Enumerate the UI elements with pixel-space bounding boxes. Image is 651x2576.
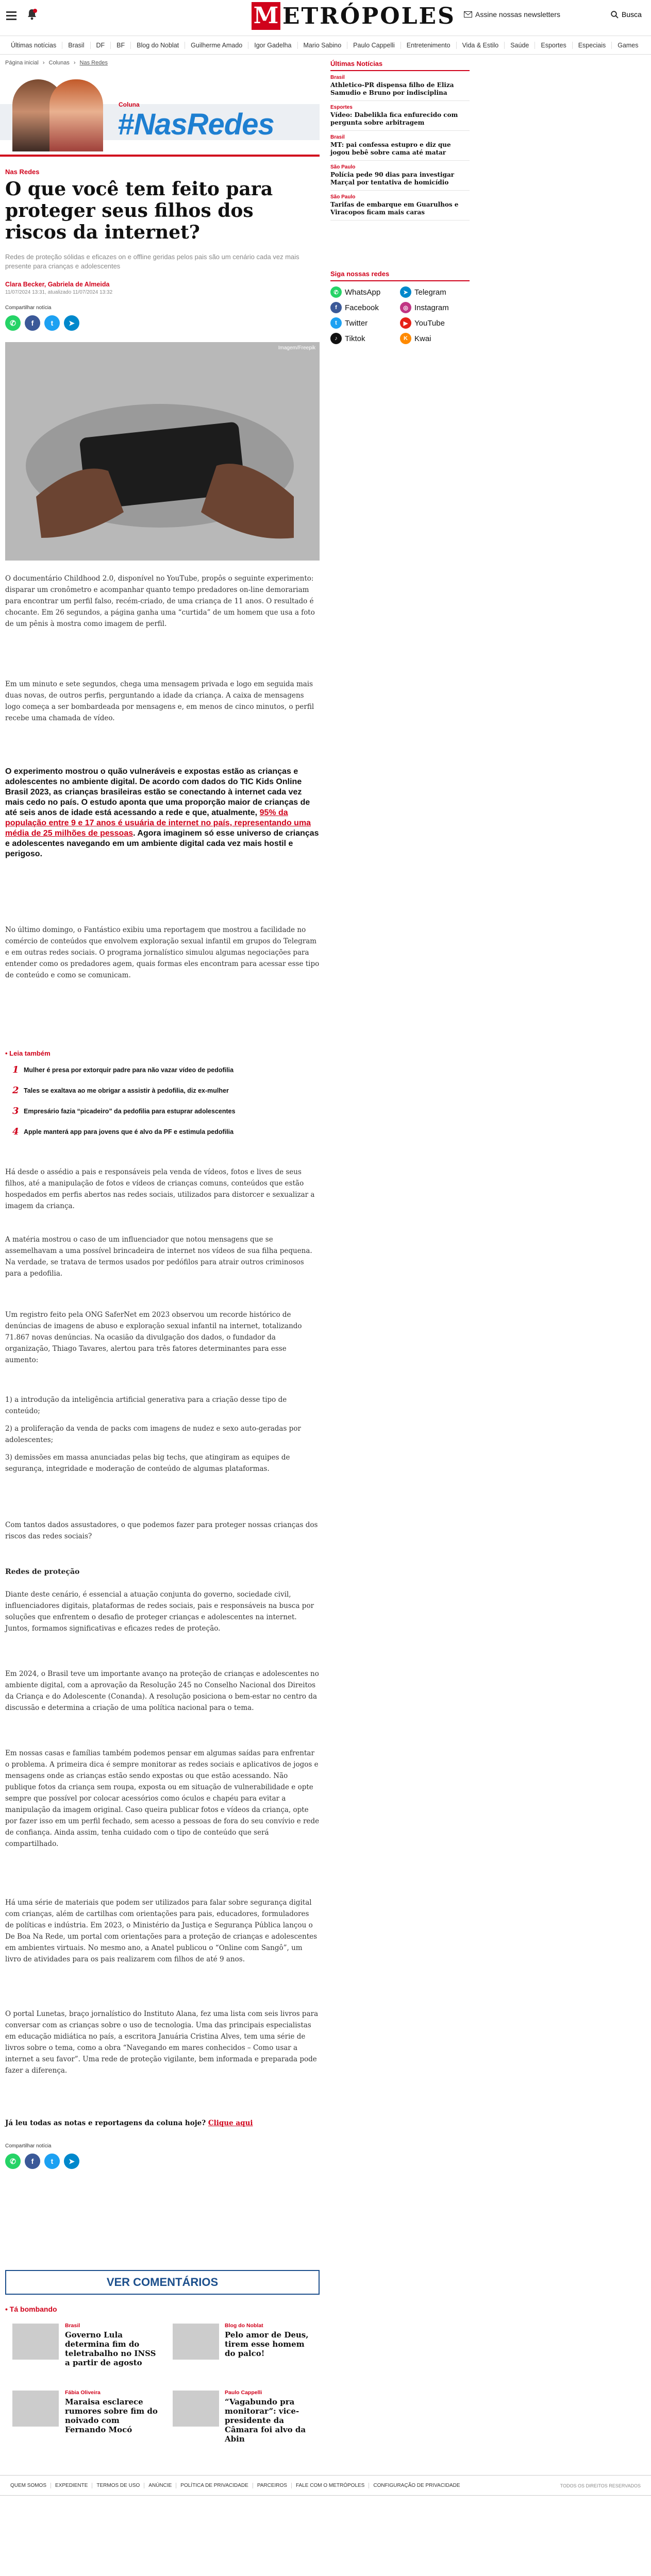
photo-credit: Imagem/Freepik <box>278 345 315 351</box>
kwai-icon: K <box>400 333 411 344</box>
trending-thumbnail[interactable] <box>173 2324 219 2360</box>
nav-item-mario-sabino[interactable]: Mario Sabino <box>298 42 348 49</box>
facebook-icon: f <box>330 302 342 313</box>
related-number: 1 <box>12 1064 19 1075</box>
nav-item-igor-gadelha[interactable]: Igor Gadelha <box>248 42 297 49</box>
article-category[interactable]: Nas Redes <box>5 168 40 176</box>
related-item[interactable] <box>12 1106 322 1116</box>
logo-text: ETRÓPOLES <box>282 3 456 29</box>
article-subheading: Redes de proteção <box>5 1568 80 1576</box>
footer-link[interactable]: EXPEDIENTE <box>51 2483 92 2488</box>
article-paragraph: O documentário Childhood 2.0, disponível no YouTube, propôs o seguinte experimento: disparar um cronômetro e acompanhar quanto tempo predadores on-line demorariam para encontrar um perfil falso, recém-criado, de uma criança de 11 anos. O resultado é chocante. Em 26 segundos, a página ganha uma “curtida” de um homem que usa a foto de um pênis à mostra como imagem de perfil. <box>5 574 315 628</box>
trending-headline: Maraisa esclarece rumores sobre fim do noivado com Fernando Mocó <box>65 2397 158 2434</box>
latest-news-headline: Vídeo: Dabelikla fica enfurecido com pergunta sobre arbitragem <box>330 111 458 126</box>
nav-item-ultimas[interactable]: Últimas notícias <box>5 42 62 49</box>
article-paragraph: Em um minuto e sete segundos, chega uma mensagem privada e logo em seguida mais duas novas, de outros perfis, perguntando a idade da criança. A caixa de mensagens logo começa a ser bombardeada por mensagens e, em menos de cinco minutos, o perfil recebe uma chamada de vídeo. <box>5 680 314 722</box>
latest-news-category: Brasil <box>330 134 345 140</box>
social-label: Facebook <box>345 303 379 312</box>
telegram-share-icon[interactable]: ➤ <box>64 2154 79 2169</box>
social-link-facebook[interactable] <box>330 302 400 313</box>
view-comments-button[interactable]: VER COMENTÁRIOS <box>5 2270 320 2295</box>
share-row-bottom <box>5 2154 79 2169</box>
social-link-youtube[interactable] <box>400 317 470 329</box>
trending-headline: Pelo amor de Deus, tirem esse homem do palco! <box>225 2330 309 2358</box>
social-link-whatsapp[interactable] <box>330 286 400 298</box>
nav-item-saude[interactable]: Saúde <box>505 42 535 49</box>
site-logo[interactable] <box>252 2 456 30</box>
latest-news-category: Brasil <box>330 75 345 80</box>
footer-links <box>0 2475 651 2496</box>
latest-news-item[interactable] <box>330 131 470 161</box>
trending-item[interactable] <box>225 2323 318 2358</box>
social-link-kwai[interactable] <box>400 333 470 344</box>
footer-link[interactable]: ANÚNCIE <box>144 2483 176 2488</box>
article-paragraph: A matéria mostrou o caso de um influenciador que notou mensagens que se assemelhavam a uma possível brincadeira de internet nos vídeos de sua filha pequena. Na verdade, se tratava de termos usados por pedófilos para atrair outros criminosos para a pedofilia. <box>5 1235 312 1278</box>
nav-item-entretenimento[interactable]: Entretenimento <box>401 42 457 49</box>
newsletter-button[interactable] <box>464 10 560 19</box>
instagram-icon: ◎ <box>400 302 411 313</box>
nav-item-paulo-cappelli[interactable]: Paulo Cappelli <box>347 42 401 49</box>
top-bar <box>0 0 651 36</box>
related-headline: Empresário fazia “picadeiro” da pedofilia para estuprar adolescentes <box>24 1107 236 1115</box>
breadcrumb-nas-redes[interactable]: Nas Redes <box>79 60 108 66</box>
article-subtitle: Redes de proteção sólidas e eficazes on e offline geridas pelos pais são um cenário cada vez mais presente para crianças e adolescentes <box>5 253 299 270</box>
related-headline: Mulher é presa por extorquir padre para não vazar vídeo de pedofilia <box>24 1066 234 1074</box>
trending-thumbnail[interactable] <box>12 2391 59 2427</box>
nav-item-games[interactable]: Games <box>617 41 639 49</box>
share-label-bottom: Compartilhar notícia <box>5 2143 52 2149</box>
trending-item[interactable] <box>225 2389 318 2444</box>
related-number: 4 <box>12 1126 19 1137</box>
nav-item-noblat[interactable]: Blog do Noblat <box>131 42 185 49</box>
article-paragraph: Em nossas casas e famílias também podemos pensar em algumas saídas para enfrentar o problema. A primeira dica é sempre monitorar as redes sociais e aplicativos de jogos e mensagens onde as crianças estão sendo expostas ou que estão acessando. Não publique fotos da criança sem roupa, exposta ou em situação de vulnerabilidade e opte sempre que possível por colocar acessórios como óculos e chapéu para evitar a manipulação da imagem original. Caso queira publicar fotos e vídeos da criança, opte por fazer isso em um perfil fechado, sem acesso a pessoas de fora do seu convívio e rede de confiança. Ainda assim, tenha cuidado com o tipo de conteúdo que será compartilhado. <box>5 1749 320 1848</box>
nav-item-guilherme-amado[interactable]: Guilherme Amado <box>185 42 248 49</box>
article-paragraph: Há desde o assédio a pais e responsáveis pela venda de vídeos, fotos e lives de seus filhos, até a manipulação de fotos e vídeos de crianças comuns, conteúdos que estão hospedados em perfis abertos nas redes sociais, utilizados para distorcer e sexualizar a imagem da criança. <box>5 1168 315 1210</box>
latest-news-item[interactable] <box>330 191 470 221</box>
pull-quote-text: O experimento mostrou o quão vulneráveis e expostas estão as crianças e adolescentes no ambiente digital. De acordo com dados do TIC Kids Online Brasil 2023, as crianças brasileiras estão se conectando à internet cada vez mais cedo no país. O estudo aponta que uma proporção maior de crianças de até seis anos de idade está acessando a rede e que, atualmente, <box>5 767 310 817</box>
related-headline: Apple manterá app para jovens que é alvo da PF e estimula pedofilia <box>24 1128 234 1136</box>
related-item[interactable] <box>12 1085 322 1096</box>
article-paragraph: Com tantos dados assustadores, o que podemos fazer para proteger nossas crianças dos riscos das redes sociais? <box>5 1521 318 1540</box>
chevron-right-icon: › <box>73 60 76 66</box>
twitter-share-icon[interactable]: t <box>44 2154 60 2169</box>
phone-in-hands-illustration <box>5 342 320 561</box>
columnist-photo-2 <box>49 79 103 151</box>
social-link-twitter[interactable] <box>330 317 400 329</box>
breadcrumb-colunas[interactable]: Colunas <box>48 60 70 66</box>
logo-letter: M <box>252 2 280 30</box>
latest-news-item[interactable] <box>330 161 470 191</box>
social-label: YouTube <box>414 318 445 328</box>
menu-icon[interactable] <box>6 9 19 21</box>
article-paragraph: O portal Lunetas, braço jornalístico do Instituto Alana, fez uma lista com seis livros para conversar com as crianças sobre o uso de tecnologia. Uma das principais especialistas em educação midiática no país, a escritora Januária Cristina Alves, tem uma série de livros sobre o tema, como a obra “Navegando em mares conhecidos – Como usar a internet a seu favor”. Uma rede de proteção vigilante, bem informada e preparada pode fazer a diferença. <box>5 2010 319 2075</box>
facebook-share-icon[interactable]: f <box>25 2154 40 2169</box>
related-label: • Leia também <box>5 1049 51 1057</box>
article-dates: 11/07/2024 13:31, atualizado 11/07/2024 13:32 <box>5 290 113 295</box>
latest-news-heading: Últimas Notícias <box>330 60 470 71</box>
share-row <box>5 315 79 331</box>
nav-item-esportes[interactable]: Esportes <box>535 42 572 49</box>
trending-label-text: Tá bombando <box>9 2305 57 2313</box>
whatsapp-share-icon[interactable]: ✆ <box>5 2154 21 2169</box>
breadcrumb-home[interactable]: Página inicial <box>5 60 39 66</box>
nav-item-especiais[interactable]: Especiais <box>573 42 612 49</box>
article-paragraph: Um registro feito pela ONG SaferNet em 2023 observou um recorde histórico de denúncias de imagens de abuso e exploração sexual infantil na internet, totalizando 71.867 novas denúncias. Na ocasião da divulgação dos dados, o fundador da organização, Thiago Tavares, alertou para três fatores determinantes para esse aumento: <box>5 1311 302 1364</box>
social-sidebar <box>330 270 470 344</box>
read-all-link[interactable]: Clique aqui <box>208 2119 253 2127</box>
nav-item-brasil[interactable]: Brasil <box>62 42 90 49</box>
twitter-share-icon[interactable]: t <box>44 315 60 331</box>
social-link-instagram[interactable] <box>400 302 470 313</box>
pull-quote <box>5 767 320 859</box>
banner-kicker: Coluna <box>119 101 140 108</box>
twitter-icon: t <box>330 317 342 329</box>
article-paragraph: 2) a proliferação da venda de packs com imagens de nudez e sexo auto-geradas por adolescentes; <box>5 1425 301 1444</box>
column-banner <box>0 68 320 160</box>
related-number: 2 <box>12 1085 19 1096</box>
chevron-right-icon: › <box>42 60 45 66</box>
trending-headline: “Vagabundo pra monitorar”: vice-presidente da Câmara foi alvo da Abin <box>225 2397 306 2444</box>
facebook-share-icon[interactable]: f <box>25 315 40 331</box>
article-photo <box>5 342 320 561</box>
trending-headline: Governo Lula determina fim do teletrabalho no INSS a partir de agosto <box>65 2330 156 2367</box>
related-label-text: Leia também <box>9 1049 51 1057</box>
read-all-text: Já leu todas as notas e reportagens da coluna hoje? <box>5 2119 206 2127</box>
latest-news-category: São Paulo <box>330 194 356 200</box>
social-label: Twitter <box>345 318 368 328</box>
related-headline: Tales se exaltava ao me obrigar a assistir à pedofilia, diz ex-mulher <box>24 1087 229 1094</box>
article-paragraph: 3) demissões em massa anunciadas pelas big techs, que atingiram as equipes de segurança, integridade e moderação de conteúdo de algumas plataformas. <box>5 1453 290 1473</box>
social-link-telegram[interactable] <box>400 286 470 298</box>
latest-news-category: Esportes <box>330 105 353 110</box>
article-authors[interactable]: Clara Becker, Gabriela de Almeida <box>5 281 110 288</box>
search-label: Busca <box>622 10 642 19</box>
breadcrumb <box>5 60 108 66</box>
article-paragraph: Em 2024, o Brasil teve um importante avanço na proteção de crianças e adolescentes no ambiente digital, com a aprovação da Resolução 245 no Conselho Nacional dos Direitos da Criança e do Adolescente (Conanda). A resolução posiciona o bem-estar no centro da discussão e determina a criação de uma política nacional para o tema. <box>5 1670 319 1712</box>
trending-category: Blog do Noblat <box>225 2323 263 2329</box>
footer-link[interactable]: FALE COM O METRÓPOLES <box>292 2483 369 2488</box>
social-heading: Siga nossas redes <box>330 270 470 281</box>
trending-item[interactable] <box>65 2389 158 2434</box>
trending-category: Paulo Cappelli <box>225 2389 262 2396</box>
footer-link[interactable]: PARCEIROS <box>253 2483 292 2488</box>
footer-link[interactable]: POLÍTICA DE PRIVACIDADE <box>176 2483 253 2488</box>
latest-news-headline: Athletico-PR dispensa filho de Eliza Samudio e Bruno por indisciplina <box>330 81 454 96</box>
pull-quote-text: . Agora imaginem só esse universo de crianças e adolescentes navegando em um ambiente digital cada vez mais hostil e perigoso. <box>5 829 319 858</box>
copyright: TODOS OS DIREITOS RESERVADOS <box>560 2483 641 2488</box>
social-link-tiktok[interactable] <box>330 333 400 344</box>
nav-item-vida-estilo[interactable]: Vida & Estilo <box>457 42 505 49</box>
article-title: O que você tem feito para proteger seus filhos dos riscos da internet? <box>5 178 273 243</box>
social-label: Telegram <box>414 287 446 297</box>
trending-label: • Tá bombando <box>5 2305 57 2313</box>
related-item[interactable] <box>12 1126 322 1137</box>
latest-news-category: São Paulo <box>330 164 356 170</box>
tiktok-icon: ♪ <box>330 333 342 344</box>
footer-link[interactable]: CONFIGURAÇÃO DE PRIVACIDADE <box>373 2482 460 2488</box>
newsletter-label: Assine nossas newsletters <box>475 10 560 19</box>
trending-thumbnail[interactable] <box>12 2324 59 2360</box>
nav-item-df[interactable]: DF <box>91 42 111 49</box>
social-label: Instagram <box>414 303 449 312</box>
search-icon <box>611 11 619 19</box>
footer-link[interactable]: TERMOS DE USO <box>92 2483 144 2488</box>
trending-category: Brasil <box>65 2323 80 2329</box>
social-label: Tiktok <box>345 334 365 343</box>
article-paragraph: Diante deste cenário, é essencial a atuação conjunta do governo, sociedade civil, influenciadores digitais, plataformas de redes sociais, pais e responsáveis na busca por soluções que enfrentem o desafio de proteger crianças e adolescentes na internet. Juntos, formamos significativas e eficazes redes de proteção. <box>5 1590 314 1633</box>
latest-news-headline: Tarifas de embarque em Guarulhos e Viracopos ficam mais caras <box>330 201 459 216</box>
telegram-share-icon[interactable]: ➤ <box>64 315 79 331</box>
share-label: Compartilhar notícia <box>5 305 52 311</box>
latest-news-item[interactable] <box>330 101 470 131</box>
latest-news-item[interactable] <box>330 71 470 101</box>
related-number: 3 <box>12 1106 19 1116</box>
whatsapp-icon: ✆ <box>330 286 342 298</box>
nav-item-bf[interactable]: BF <box>111 42 131 49</box>
trending-item[interactable] <box>65 2323 158 2367</box>
search-button[interactable] <box>611 10 642 19</box>
related-item[interactable] <box>12 1064 322 1075</box>
latest-news-headline: Polícia pede 90 dias para investigar Marçal por tentativa de homicídio <box>330 171 455 186</box>
banner-title: #NasRedes <box>118 108 274 141</box>
article-paragraph: Há uma série de materiais que podem ser utilizados para falar sobre segurança digital com crianças, além de cartilhas com orientações para pais, educadores, formuladores de políticas e indústria. Em 2023, o Ministério da Justiça e Segurança Pública lançou o De Boa Na Rede, um portal com orientações para a proteção de crianças e adolescentes em ambientes virtuais. No mesmo ano, a Anatel publicou o “Online com Sangô”, um livro de atividades para os pais realizarem com filhos de até 9 anos. <box>5 1899 318 1963</box>
youtube-icon: ▶ <box>400 317 411 329</box>
main-nav <box>0 36 651 55</box>
read-all-line <box>5 2117 320 2129</box>
latest-news-headline: MT: pai confessa estupro e diz que jogou bebê sobre cama até matar <box>330 141 451 156</box>
whatsapp-share-icon[interactable]: ✆ <box>5 315 21 331</box>
pull-quote-link[interactable]: 95% da população entre 9 e 17 anos é usuária de internet no país, representando uma média de 25 milhões de pessoas <box>5 808 311 838</box>
trending-thumbnail[interactable] <box>173 2391 219 2427</box>
mail-icon <box>464 11 472 18</box>
latest-news-sidebar <box>330 60 470 221</box>
social-grid <box>330 286 470 344</box>
footer-link[interactable]: QUEM SOMOS <box>6 2483 51 2488</box>
bell-icon[interactable] <box>26 8 38 22</box>
social-label: Kwai <box>414 334 431 343</box>
social-label: WhatsApp <box>345 287 381 297</box>
article-paragraph: 1) a introdução da inteligência artificial generativa para a criação desse tipo de conteúdo; <box>5 1396 287 1415</box>
article-paragraph: No último domingo, o Fantástico exibiu uma reportagem que mostrou a facilidade no comércio de conteúdos que envolvem exploração sexual infantil em grupos do Telegram e em outras redes sociais. O programa jornalístico simulou algumas negociações para entender como os predadores agem, quais formas eles encontram para acessar esse tipo de conteúdo e como se comunicam. <box>5 926 320 979</box>
telegram-icon: ➤ <box>400 286 411 298</box>
trending-category: Fábia Oliveira <box>65 2389 101 2396</box>
